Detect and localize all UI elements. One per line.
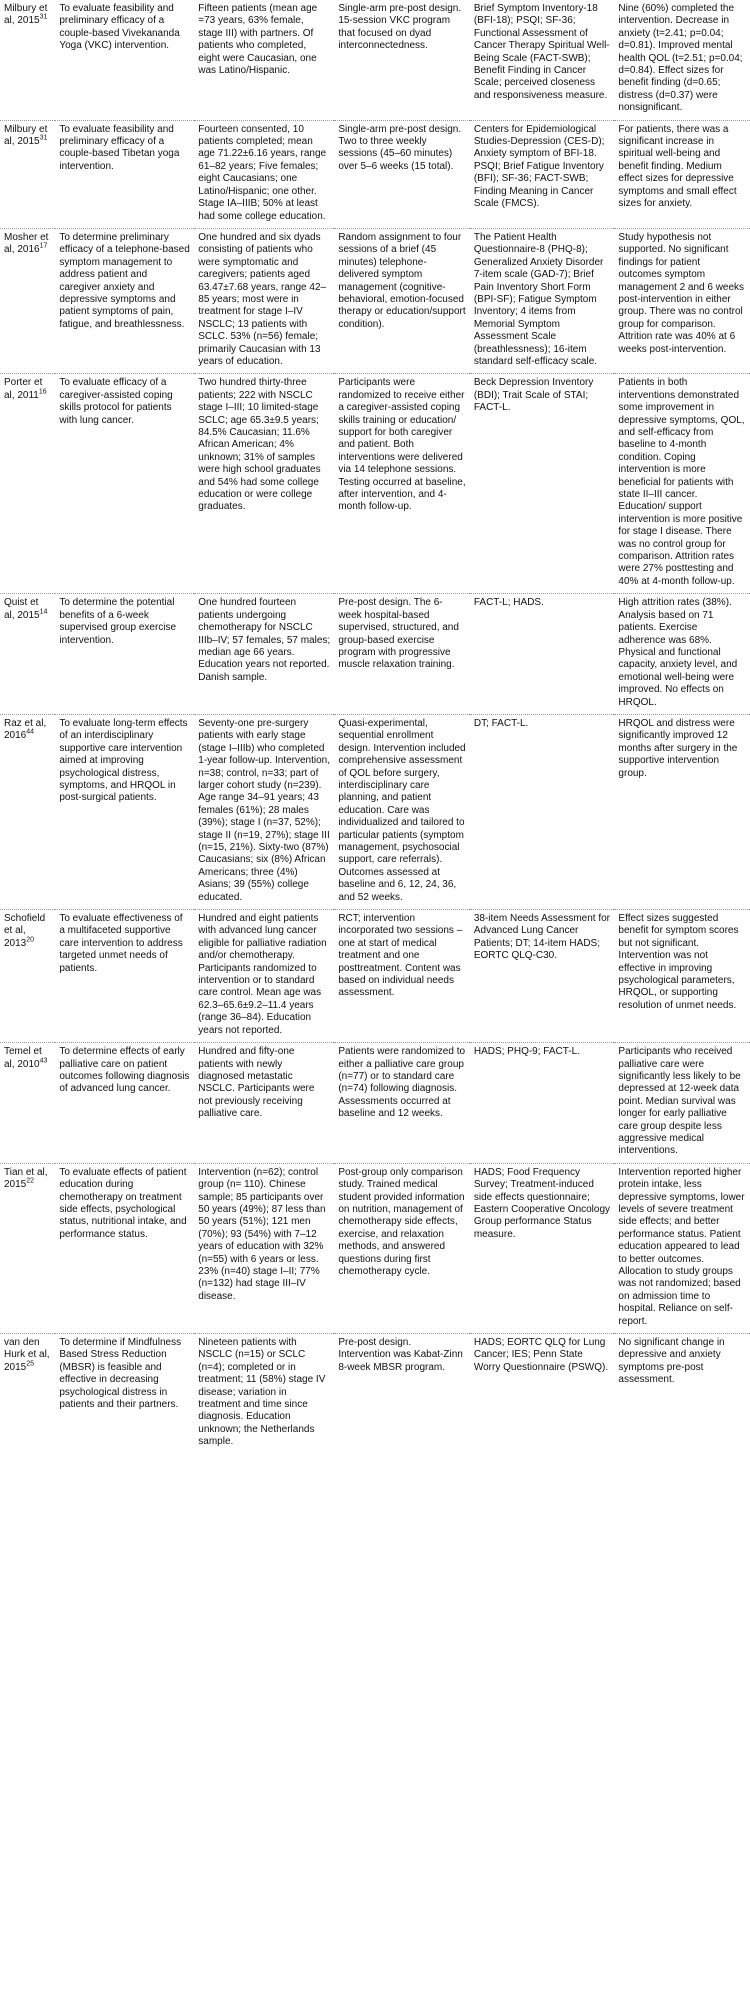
design-cell: Single-arm pre-post design. Two to three weekly sessions (45–60 minutes) over 5–6 weeks (15 total). — [334, 120, 470, 228]
sample-cell: Fifteen patients (mean age =73 years, 63% female, stage III) with partners. Of patients who completed, eight were Caucasian, one was Latino/Hispanic. — [198, 3, 318, 77]
design-cell: Single-arm pre-post design. 15-session VKC program that focused on dyad interconnectedness. — [338, 3, 462, 52]
results-cell: HRQOL and distress were significantly improved 12 months after surgery in the supportive intervention group. — [614, 714, 750, 909]
study-purpose-cell: To evaluate effectiveness of a multifaceted supportive care intervention to address targeted unmet needs of patients. — [55, 910, 194, 1043]
sample-cell: Fourteen consented, 10 patients completed; mean age 71.22±6.16 years, range 61–82 years; Five females; eight Caucasians; one Latino/Hispanic; one other. Stage IA–IIIB; 50% at least had some college education. — [194, 120, 334, 228]
results-cell: No significant change in depressive and anxiety symptoms pre-post assessment. — [614, 1334, 750, 1454]
measures-cell: The Patient Health Questionnaire-8 (PHQ-8); Generalized Anxiety Disorder 7-item scale (GAD-7); Brief Pain Inventory Short Form (BPI-SF); Fatigue Symptom Inventory; 4 items from Memorial Symptom Assessment Scale (breathlessness); 16-item standard self-efficacy scale. — [470, 228, 615, 373]
measures-cell: FACT-L; HADS. — [470, 594, 615, 715]
results-cell: High attrition rates (38%). Analysis based on 71 patients. Exercise adherence was 68%. Physical and functional capacity, anxiety level, and emotional well-being were improved. No effects on HRQOL. — [614, 594, 750, 715]
study-purpose-cell: To evaluate long-term effects of an interdisciplinary supportive care intervention aimed at improving psychological distress, symptoms, and HRQOL in post-surgical patients. — [55, 714, 194, 909]
author-cell — [0, 714, 55, 909]
sample-cell: Nineteen patients with NSCLC (n=15) or SCLC (n=4); completed or in treatment; 11 (58%) stage IV disease; variation in treatment and time since diagnosis. Education unknown; the Netherlands sample. — [194, 1334, 334, 1454]
design-cell: Patients were randomized to either a palliative care group (n=77) or to standard care (n=74) following diagnosis. Assessments occurred at baseline and 12 weeks. — [334, 1043, 470, 1164]
sample-cell: Seventy-one pre-surgery patients with early stage (stage I–IIIb) who completed 1-year follow-up. Intervention, n=38; control, n=33; part of larger cohort study (n=239). Age range 34–91 years; 43 females (61%); 28 males (39%); stage I (n=37, 52%); stage II (n=19, 27%); stage III (n=15, 21%). Sixty-two (87%) Caucasians; six (8%) African Americans; three (4%) Asians; 39 (55%) college educated. — [194, 714, 334, 909]
measures-cell: Centers for Epidemiological Studies-Depression (CES-D); Anxiety symptom of BFI-18. PSQI; Brief Fatigue Inventory (BFI); SF-36; FACT-SWB; Finding Meaning in Cancer Scale (FMCS). — [470, 120, 615, 228]
table-row — [0, 1334, 750, 1454]
results-cell: Study hypothesis not supported. No significant findings for patient outcomes symptom management 2 and 6 weeks post-intervention in either group. There was no control group for comparison. Attrition rate was 40% at 6 weeks post-intervention. — [614, 228, 750, 373]
author-text: Milbury et al, 2015 — [4, 3, 48, 27]
author-cell — [0, 120, 55, 228]
table-row — [0, 1163, 750, 1333]
design-cell: RCT; intervention incorporated two sessions – one at start of medical treatment and one posttreatment. Content was based on individual needs assessment. — [334, 910, 470, 1043]
study-purpose-cell: To evaluate effects of patient education during chemotherapy on treatment side effects, psychological status, nutritional intake, and performance status. — [55, 1163, 194, 1333]
reference-number: 22 — [26, 1177, 35, 1185]
sample-cell: One hundred fourteen patients undergoing chemotherapy for NSCLC IIIb–IV; 57 females, 57 males; median age 66 years. Education years not reported. Danish sample. — [194, 594, 334, 715]
results-cell: For patients, there was a significant increase in spiritual well-being and benefit finding. Medium effect sizes for depressive symptoms and small effect sizes for anxiety. — [614, 120, 750, 228]
table-row — [0, 120, 750, 228]
study-purpose-cell: To determine the potential benefits of a 6-week supervised group exercise intervention. — [55, 594, 194, 715]
design-cell: Pre-post design. The 6-week hospital-based supervised, structured, and group-based exercise program with progressive muscle relaxation training. — [334, 594, 470, 715]
sample-cell: One hundred and six dyads consisting of patients who were symptomatic and caregivers; patients aged 63.47±7.68 years, range 42–85 years; most were in treatment for stage I–IV NSCLC; 13 patients with SCLC. 53% (n=56) female; primarily Caucasian with 13 years of education. — [194, 228, 334, 373]
author-cell — [0, 910, 55, 1043]
study-purpose-cell: To evaluate feasibility and preliminary efficacy of a couple-based Vivekananda Yoga (VKC) intervention. — [59, 3, 180, 52]
author-cell — [0, 374, 55, 594]
sample-cell: Hundred and eight patients with advanced lung cancer eligible for palliative radiation and/or chemotherapy. Participants randomized to intervention or to standard care control. Mean age was 62.3–65.6±9.2–11.4 years (range 36–84). Education years not reported. — [194, 910, 334, 1043]
table-row — [0, 228, 750, 373]
table-row — [0, 0, 750, 120]
measures-cell: DT; FACT-L. — [470, 714, 615, 909]
study-purpose-cell: To determine effects of early palliative care on patient outcomes following diagnosis of advanced lung cancer. — [55, 1043, 194, 1164]
results-cell: Nine (60%) completed the intervention. Decrease in anxiety (t=2.41; p=0.04; d=0.81). Improved mental health QOL (t=2.51; p=0.04; d=0.84). Effect sizes for benefit finding (d=0.65; distress (d=0.37) were nonsignificant. — [618, 3, 743, 114]
reference-number: 20 — [26, 936, 35, 944]
results-cell: Effect sizes suggested benefit for symptom scores but not significant. Intervention was not effective in improving psychological parameters, HRQOL, or supporting resolution of unmet needs. — [614, 910, 750, 1043]
design-cell: Post-group only comparison study. Trained medical student provided information on nutrition, management of chemotherapy side effects, exercise, and relaxation methods, and answered questions during first chemotherapy cycle. — [334, 1163, 470, 1333]
results-cell: Intervention reported higher protein intake, less depressive symptoms, lower levels of severe treatment side effects; and better performance status. Patient education appeared to lead to better outcomes. Allocation to study groups was not randomized; based on admission time to hospital. Reliance on self-report. — [614, 1163, 750, 1333]
author-cell — [0, 0, 55, 120]
reference-number: 17 — [39, 242, 48, 250]
study-purpose-cell: To determine if Mindfulness Based Stress Reduction (MBSR) is feasible and effective in decreasing psychological distress in patients and their partners. — [55, 1334, 194, 1454]
author-text: van den Hurk et al, 2015 — [4, 1337, 50, 1373]
author-cell — [0, 1334, 55, 1454]
measures-cell: Beck Depression Inventory (BDI); Trait Scale of STAI; FACT-L. — [470, 374, 615, 594]
author-text: Quist et al, 2015 — [4, 597, 40, 621]
study-purpose-cell: To evaluate efficacy of a caregiver-assisted coping skills protocol for patients with lung cancer. — [55, 374, 194, 594]
reference-number: 44 — [26, 729, 35, 737]
measures-cell: 38-item Needs Assessment for Advanced Lung Cancer Patients; DT; 14-item HADS; EORTC QLQ-C30. — [470, 910, 615, 1043]
design-cell: Random assignment to four sessions of a brief (45 minutes) telephone-delivered symptom management (cognitive-behavioral, emotion-focused therapy or education/support condition). — [334, 228, 470, 373]
table-row — [0, 910, 750, 1043]
author-text: Raz et al, 2016 — [4, 717, 47, 742]
author-cell — [0, 1043, 55, 1164]
design-cell: Quasi-experimental, sequential enrollment design. Intervention included comprehensive assessment of QOL before surgery, interdisciplinary care planning, and patient education. Care was individualized and tailored to particular patients (symptom management, psychosocial support, care referrals). Outcomes assessed at baseline and 6, 12, 24, 36, and 52 weeks. — [334, 714, 470, 909]
results-cell: Patients in both interventions demonstrated some improvement in depressive symptoms, QOL, and self-efficacy from baseline to 4-month condition. Coping intervention is more beneficial for patients with state II–III cancer. Education/ support intervention is more positive for stage I disease. There was no control group for comparison. Attrition rates were 27% posttesting and 40% at 4-month follow-up. — [614, 374, 750, 594]
sample-cell: Hundred and fifty-one patients with newly diagnosed metastatic NSCLC. Participants were not previously receiving palliative care. — [194, 1043, 334, 1164]
design-cell: Participants were randomized to receive either a caregiver-assisted coping skills training or education/ support for both caregiver and patient. Both interventions were delivered via 14 telephone sessions. Testing occurred at baseline, after intervention, and 4-month follow-up. — [334, 374, 470, 594]
reference-number: 31 — [39, 14, 48, 22]
sample-cell: Two hundred thirty-three patients; 222 with NSCLC stage I–III; 10 limited-stage SCLC; age 65.3±9.5 years; 84.5% Caucasian; 11.6% African American; 4% unknown; 31% of samples were high school graduates and 54% had some college education or were college graduates. — [194, 374, 334, 594]
study-purpose-cell: To determine preliminary efficacy of a telephone-based symptom management to address patient and caregiver anxiety and depressive symptoms and patient symptoms of pain, fatigue, and breathlessness. — [55, 228, 194, 373]
measures-cell: HADS; PHQ-9; FACT-L. — [470, 1043, 615, 1164]
author-text: Mosher et al, 2016 — [4, 231, 49, 256]
author-cell — [0, 228, 55, 373]
table-row — [0, 714, 750, 909]
measures-cell: HADS; EORTC QLQ for Lung Cancer; IES; Penn State Worry Questionnaire (PSWQ). — [470, 1334, 615, 1454]
results-cell: Participants who received palliative care were significantly less likely to be depressed at 12-week data point. Median survival was longer for early palliative care group despite less aggressive medical interventions. — [614, 1043, 750, 1164]
table-row — [0, 374, 750, 594]
reference-number: 14 — [39, 608, 48, 616]
author-cell — [0, 594, 55, 715]
reference-number: 43 — [39, 1057, 48, 1065]
reference-number: 31 — [39, 134, 48, 142]
author-cell — [0, 1163, 55, 1333]
author-text: Tian et al, 2015 — [4, 1166, 48, 1191]
table-row — [0, 1043, 750, 1164]
author-text: Milbury et al, 2015 — [4, 123, 48, 148]
author-text: Porter et al, 2011 — [4, 377, 43, 401]
design-cell: Pre-post design. Intervention was Kabat-Zinn 8-week MBSR program. — [334, 1334, 470, 1454]
measures-cell: HADS; Food Frequency Survey; Treatment-induced side effects questionnaire; Eastern Cooperative Oncology Group performance Status measure. — [470, 1163, 615, 1333]
study-purpose-cell: To evaluate feasibility and preliminary efficacy of a couple-based Tibetan yoga intervention. — [55, 120, 194, 228]
sample-cell: Intervention (n=62); control group (n= 110). Chinese sample; 85 participants over 50 years (49%); 87 less than 50 years (51%); 121 men (70%); 93 (54%) with 7–12 years of education with 32% (n=55) with 6 years or less. 23% (n=40) stage I–II; 77% (n=132) had stage III–IV disease. — [194, 1163, 334, 1333]
reference-number: 25 — [26, 1360, 35, 1368]
table-row — [0, 594, 750, 715]
author-text: Temel et al, 2010 — [4, 1046, 42, 1070]
measures-cell: Brief Symptom Inventory-18 (BFI-18); PSQI; SF-36; Functional Assessment of Cancer Therapy Spiritual Well-Being Scale (FACT-SWB); Benefit Finding in Cancer Scale; perceived closeness and responsiveness measure. — [473, 3, 610, 101]
author-text: Schofield et al, 2013 — [4, 913, 46, 949]
reference-number: 16 — [38, 388, 47, 396]
